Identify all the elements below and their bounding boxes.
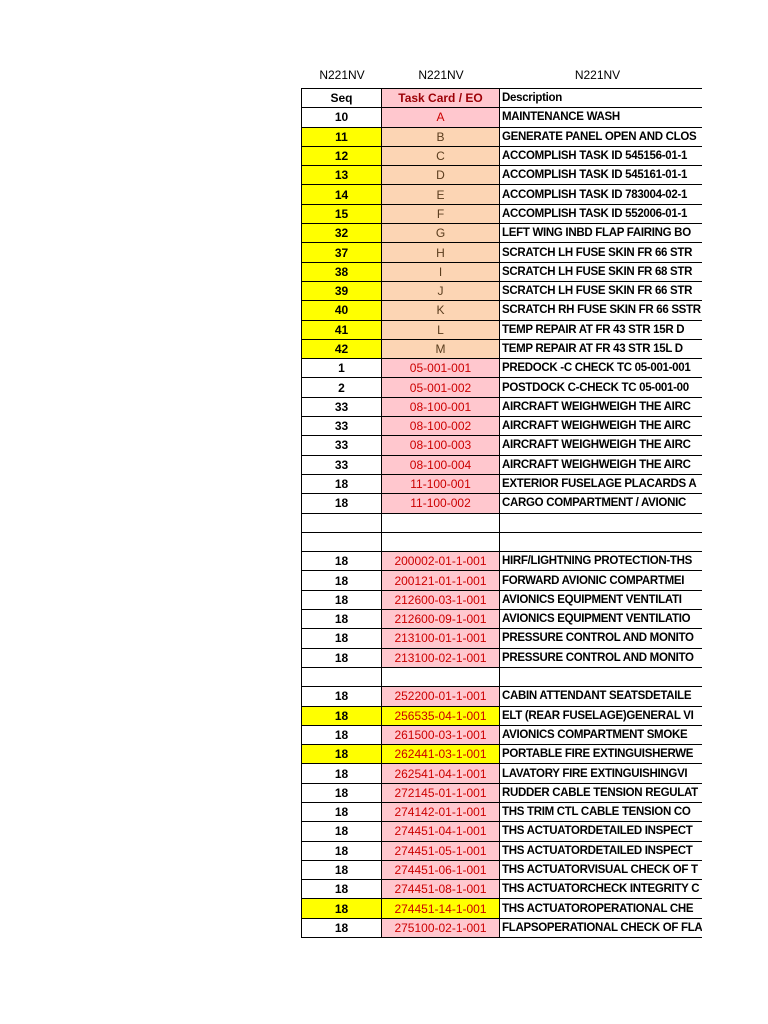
task-card-cell[interactable]: 274451-08-1-001 <box>382 880 500 899</box>
seq-cell[interactable]: 11 <box>302 127 382 146</box>
table-row <box>302 243 703 262</box>
task-card-cell[interactable]: 08-100-002 <box>382 417 500 436</box>
description-cell[interactable] <box>500 513 703 532</box>
task-card-cell[interactable]: 274451-05-1-001 <box>382 841 500 860</box>
seq-cell[interactable]: 18 <box>302 571 382 590</box>
task-card-cell[interactable]: 272145-01-1-001 <box>382 783 500 802</box>
seq-cell[interactable]: 18 <box>302 648 382 667</box>
table-row <box>302 378 703 397</box>
description-cell[interactable]: ACCOMPLISH TASK ID 545156-01-1 <box>500 146 703 165</box>
description-cell[interactable]: POSTDOCK C-CHECK TC 05-001-00 <box>500 378 703 397</box>
task-card-cell[interactable]: J <box>382 281 500 300</box>
table-row <box>302 301 703 320</box>
description-cell[interactable]: ACCOMPLISH TASK ID 783004-02-1 <box>500 185 703 204</box>
table-row <box>302 610 703 629</box>
description-cell[interactable]: PREDOCK -C CHECK TC 05-001-001 <box>500 359 703 378</box>
table-row <box>302 417 703 436</box>
column-title-seq: N221NV <box>319 68 365 82</box>
seq-cell[interactable]: 18 <box>302 706 382 725</box>
description-cell[interactable]: SCRATCH LH FUSE SKIN FR 68 STR <box>500 262 703 281</box>
task-card-cell[interactable]: 11-100-002 <box>382 494 500 513</box>
column-titles <box>302 68 695 88</box>
table-row <box>302 687 703 706</box>
seq-cell[interactable]: 33 <box>302 397 382 416</box>
description-cell[interactable]: PORTABLE FIRE EXTINGUISHERWE <box>500 745 703 764</box>
seq-cell[interactable]: 15 <box>302 204 382 223</box>
task-card-cell[interactable]: H <box>382 243 500 262</box>
task-card-cell[interactable]: 274451-04-1-001 <box>382 822 500 841</box>
task-card-cell[interactable]: 08-100-001 <box>382 397 500 416</box>
table-row <box>302 108 703 127</box>
seq-cell[interactable]: 18 <box>302 841 382 860</box>
task-card-cell[interactable]: E <box>382 185 500 204</box>
table-row <box>302 262 703 281</box>
description-cell[interactable]: AVIONICS EQUIPMENT VENTILATI <box>500 590 703 609</box>
table-row <box>302 725 703 744</box>
header-row <box>302 89 703 108</box>
table-row <box>302 918 703 937</box>
task-card-cell[interactable]: 08-100-004 <box>382 455 500 474</box>
table-row <box>302 532 703 551</box>
description-cell[interactable]: CARGO COMPARTMENT / AVIONIC <box>500 494 703 513</box>
table-row <box>302 783 703 802</box>
task-card-cell[interactable]: 08-100-003 <box>382 436 500 455</box>
description-cell[interactable] <box>500 667 703 686</box>
task-card-cell[interactable]: F <box>382 204 500 223</box>
table-row <box>302 764 703 783</box>
seq-cell[interactable]: 18 <box>302 880 382 899</box>
seq-cell[interactable]: 12 <box>302 146 382 165</box>
description-cell[interactable]: AVIONICS EQUIPMENT VENTILATIO <box>500 610 703 629</box>
table-row <box>302 552 703 571</box>
description-cell[interactable]: CABIN ATTENDANT SEATSDETAILE <box>500 687 703 706</box>
seq-cell[interactable]: 33 <box>302 436 382 455</box>
description-cell[interactable]: PRESSURE CONTROL AND MONITO <box>500 629 703 648</box>
task-card-cell[interactable]: 212600-09-1-001 <box>382 610 500 629</box>
table-row <box>302 146 703 165</box>
task-card-cell[interactable]: 261500-03-1-001 <box>382 725 500 744</box>
description-cell[interactable]: RUDDER CABLE TENSION REGULAT <box>500 783 703 802</box>
task-card-cell[interactable]: G <box>382 224 500 243</box>
description-cell[interactable]: AIRCRAFT WEIGHWEIGH THE AIRC <box>500 397 703 416</box>
seq-cell[interactable]: 39 <box>302 281 382 300</box>
table-row <box>302 397 703 416</box>
task-card-cell[interactable]: D <box>382 166 500 185</box>
seq-cell[interactable] <box>302 667 382 686</box>
table-row <box>302 474 703 493</box>
header-description[interactable]: Description <box>500 89 703 108</box>
seq-cell[interactable]: 13 <box>302 166 382 185</box>
table-row <box>302 204 703 223</box>
table-row <box>302 281 703 300</box>
task-card-cell[interactable] <box>382 667 500 686</box>
task-card-cell[interactable]: 274451-06-1-001 <box>382 860 500 879</box>
table-row <box>302 648 703 667</box>
table-row <box>302 802 703 821</box>
task-card-cell[interactable]: I <box>382 262 500 281</box>
description-cell[interactable]: LEFT WING INBD FLAP FAIRING BO <box>500 224 703 243</box>
description-cell[interactable]: AIRCRAFT WEIGHWEIGH THE AIRC <box>500 417 703 436</box>
task-card-cell[interactable]: 213100-01-1-001 <box>382 629 500 648</box>
task-card-cell[interactable]: K <box>382 301 500 320</box>
description-cell[interactable]: ACCOMPLISH TASK ID 545161-01-1 <box>500 166 703 185</box>
task-card-cell[interactable]: 256535-04-1-001 <box>382 706 500 725</box>
seq-cell[interactable]: 2 <box>302 378 382 397</box>
seq-cell[interactable]: 18 <box>302 494 382 513</box>
table-row <box>302 899 703 918</box>
header-task-card[interactable]: Task Card / EO <box>382 89 500 108</box>
seq-cell[interactable]: 18 <box>302 918 382 937</box>
task-card-cell[interactable]: 252200-01-1-001 <box>382 687 500 706</box>
description-cell[interactable]: THS ACTUATORCHECK INTEGRITY C <box>500 880 703 899</box>
seq-cell[interactable]: 18 <box>302 725 382 744</box>
table-row <box>302 706 703 725</box>
table-row <box>302 494 703 513</box>
table-row <box>302 436 703 455</box>
seq-cell[interactable]: 18 <box>302 802 382 821</box>
task-card-cell[interactable]: 213100-02-1-001 <box>382 648 500 667</box>
description-cell[interactable]: SCRATCH LH FUSE SKIN FR 66 STR <box>500 281 703 300</box>
task-card-cell[interactable]: M <box>382 339 500 358</box>
description-cell[interactable]: FORWARD AVIONIC COMPARTMEI <box>500 571 703 590</box>
table-row <box>302 359 703 378</box>
description-cell[interactable]: THS ACTUATORDETAILED INSPECT <box>500 841 703 860</box>
seq-cell[interactable]: 41 <box>302 320 382 339</box>
seq-cell[interactable]: 18 <box>302 590 382 609</box>
task-card-cell[interactable] <box>382 513 500 532</box>
seq-cell[interactable]: 42 <box>302 339 382 358</box>
table-row <box>302 339 703 358</box>
seq-cell[interactable]: 18 <box>302 552 382 571</box>
seq-cell[interactable]: 18 <box>302 629 382 648</box>
seq-cell[interactable]: 33 <box>302 417 382 436</box>
task-card-cell[interactable]: 275100-02-1-001 <box>382 918 500 937</box>
table-row <box>302 320 703 339</box>
description-cell[interactable]: AIRCRAFT WEIGHWEIGH THE AIRC <box>500 455 703 474</box>
seq-cell[interactable]: 38 <box>302 262 382 281</box>
table-row <box>302 455 703 474</box>
table-row <box>302 166 703 185</box>
table-row <box>302 513 703 532</box>
seq-cell[interactable]: 40 <box>302 301 382 320</box>
task-card-cell[interactable]: L <box>382 320 500 339</box>
task-card-cell[interactable]: C <box>382 146 500 165</box>
description-cell[interactable]: TEMP REPAIR AT FR 43 STR 15R D <box>500 320 703 339</box>
seq-cell[interactable]: 18 <box>302 899 382 918</box>
column-title-description: N221NV <box>574 68 621 82</box>
task-card-cell[interactable]: A <box>382 108 500 127</box>
table-row <box>302 745 703 764</box>
description-cell[interactable]: ACCOMPLISH TASK ID 552006-01-1 <box>500 204 703 223</box>
table-row <box>302 880 703 899</box>
seq-cell[interactable]: 18 <box>302 822 382 841</box>
task-card-cell[interactable]: 11-100-001 <box>382 474 500 493</box>
seq-cell[interactable]: 18 <box>302 860 382 879</box>
seq-cell[interactable] <box>302 513 382 532</box>
task-card-cell[interactable]: 05-001-001 <box>382 359 500 378</box>
table-row <box>302 667 703 686</box>
seq-cell[interactable]: 18 <box>302 764 382 783</box>
header-seq[interactable]: Seq <box>302 89 382 108</box>
table-row <box>302 571 703 590</box>
table-row <box>302 127 703 146</box>
description-cell[interactable]: AIRCRAFT WEIGHWEIGH THE AIRC <box>500 436 703 455</box>
description-cell[interactable]: THS ACTUATORVISUAL CHECK OF T <box>500 860 703 879</box>
task-card-cell[interactable]: 05-001-002 <box>382 378 500 397</box>
seq-cell[interactable]: 18 <box>302 783 382 802</box>
table-row <box>302 185 703 204</box>
table-row <box>302 822 703 841</box>
description-cell[interactable] <box>500 532 703 551</box>
seq-cell[interactable]: 14 <box>302 185 382 204</box>
seq-cell[interactable]: 18 <box>302 610 382 629</box>
description-cell[interactable]: THS ACTUATOROPERATIONAL CHE <box>500 899 703 918</box>
task-card-cell[interactable]: B <box>382 127 500 146</box>
description-cell[interactable]: PRESSURE CONTROL AND MONITO <box>500 648 703 667</box>
task-card-table <box>301 88 702 938</box>
description-cell[interactable]: GENERATE PANEL OPEN AND CLOS <box>500 127 703 146</box>
task-card-cell[interactable]: 262441-03-1-001 <box>382 745 500 764</box>
description-cell[interactable]: THS TRIM CTL CABLE TENSION CO <box>500 802 703 821</box>
seq-cell[interactable]: 10 <box>302 108 382 127</box>
table-row <box>302 841 703 860</box>
seq-cell[interactable]: 1 <box>302 359 382 378</box>
table-row <box>302 590 703 609</box>
description-cell[interactable]: HIRF/LIGHTNING PROTECTION-THS <box>500 552 703 571</box>
task-card-cell[interactable]: 200121-01-1-001 <box>382 571 500 590</box>
column-title-task-card: N221NV <box>418 68 464 82</box>
task-card-cell[interactable]: 262541-04-1-001 <box>382 764 500 783</box>
description-cell[interactable]: SCRATCH RH FUSE SKIN FR 66 SSTR <box>500 301 703 320</box>
table-row <box>302 860 703 879</box>
task-card-cell[interactable]: 274142-01-1-001 <box>382 802 500 821</box>
task-card-cell[interactable] <box>382 532 500 551</box>
task-card-cell[interactable]: 274451-14-1-001 <box>382 899 500 918</box>
task-card-cell[interactable]: 212600-03-1-001 <box>382 590 500 609</box>
seq-cell[interactable]: 32 <box>302 224 382 243</box>
seq-cell[interactable]: 33 <box>302 455 382 474</box>
description-cell[interactable]: FLAPSOPERATIONAL CHECK OF FLA <box>500 918 703 937</box>
description-cell[interactable]: SCRATCH LH FUSE SKIN FR 66 STR <box>500 243 703 262</box>
description-cell[interactable]: MAINTENANCE WASH <box>500 108 703 127</box>
seq-cell[interactable]: 18 <box>302 687 382 706</box>
seq-cell[interactable] <box>302 532 382 551</box>
table-row <box>302 224 703 243</box>
seq-cell[interactable]: 18 <box>302 474 382 493</box>
seq-cell[interactable]: 18 <box>302 745 382 764</box>
task-card-cell[interactable]: 200002-01-1-001 <box>382 552 500 571</box>
seq-cell[interactable]: 37 <box>302 243 382 262</box>
description-cell[interactable]: EXTERIOR FUSELAGE PLACARDS A <box>500 474 703 493</box>
description-cell[interactable]: TEMP REPAIR AT FR 43 STR 15L D <box>500 339 703 358</box>
description-cell[interactable]: LAVATORY FIRE EXTINGUISHINGVI <box>500 764 703 783</box>
description-cell[interactable]: AVIONICS COMPARTMENT SMOKE <box>500 725 703 744</box>
description-cell[interactable]: ELT (REAR FUSELAGE)GENERAL VI <box>500 706 703 725</box>
table-row <box>302 629 703 648</box>
description-cell[interactable]: THS ACTUATORDETAILED INSPECT <box>500 822 703 841</box>
